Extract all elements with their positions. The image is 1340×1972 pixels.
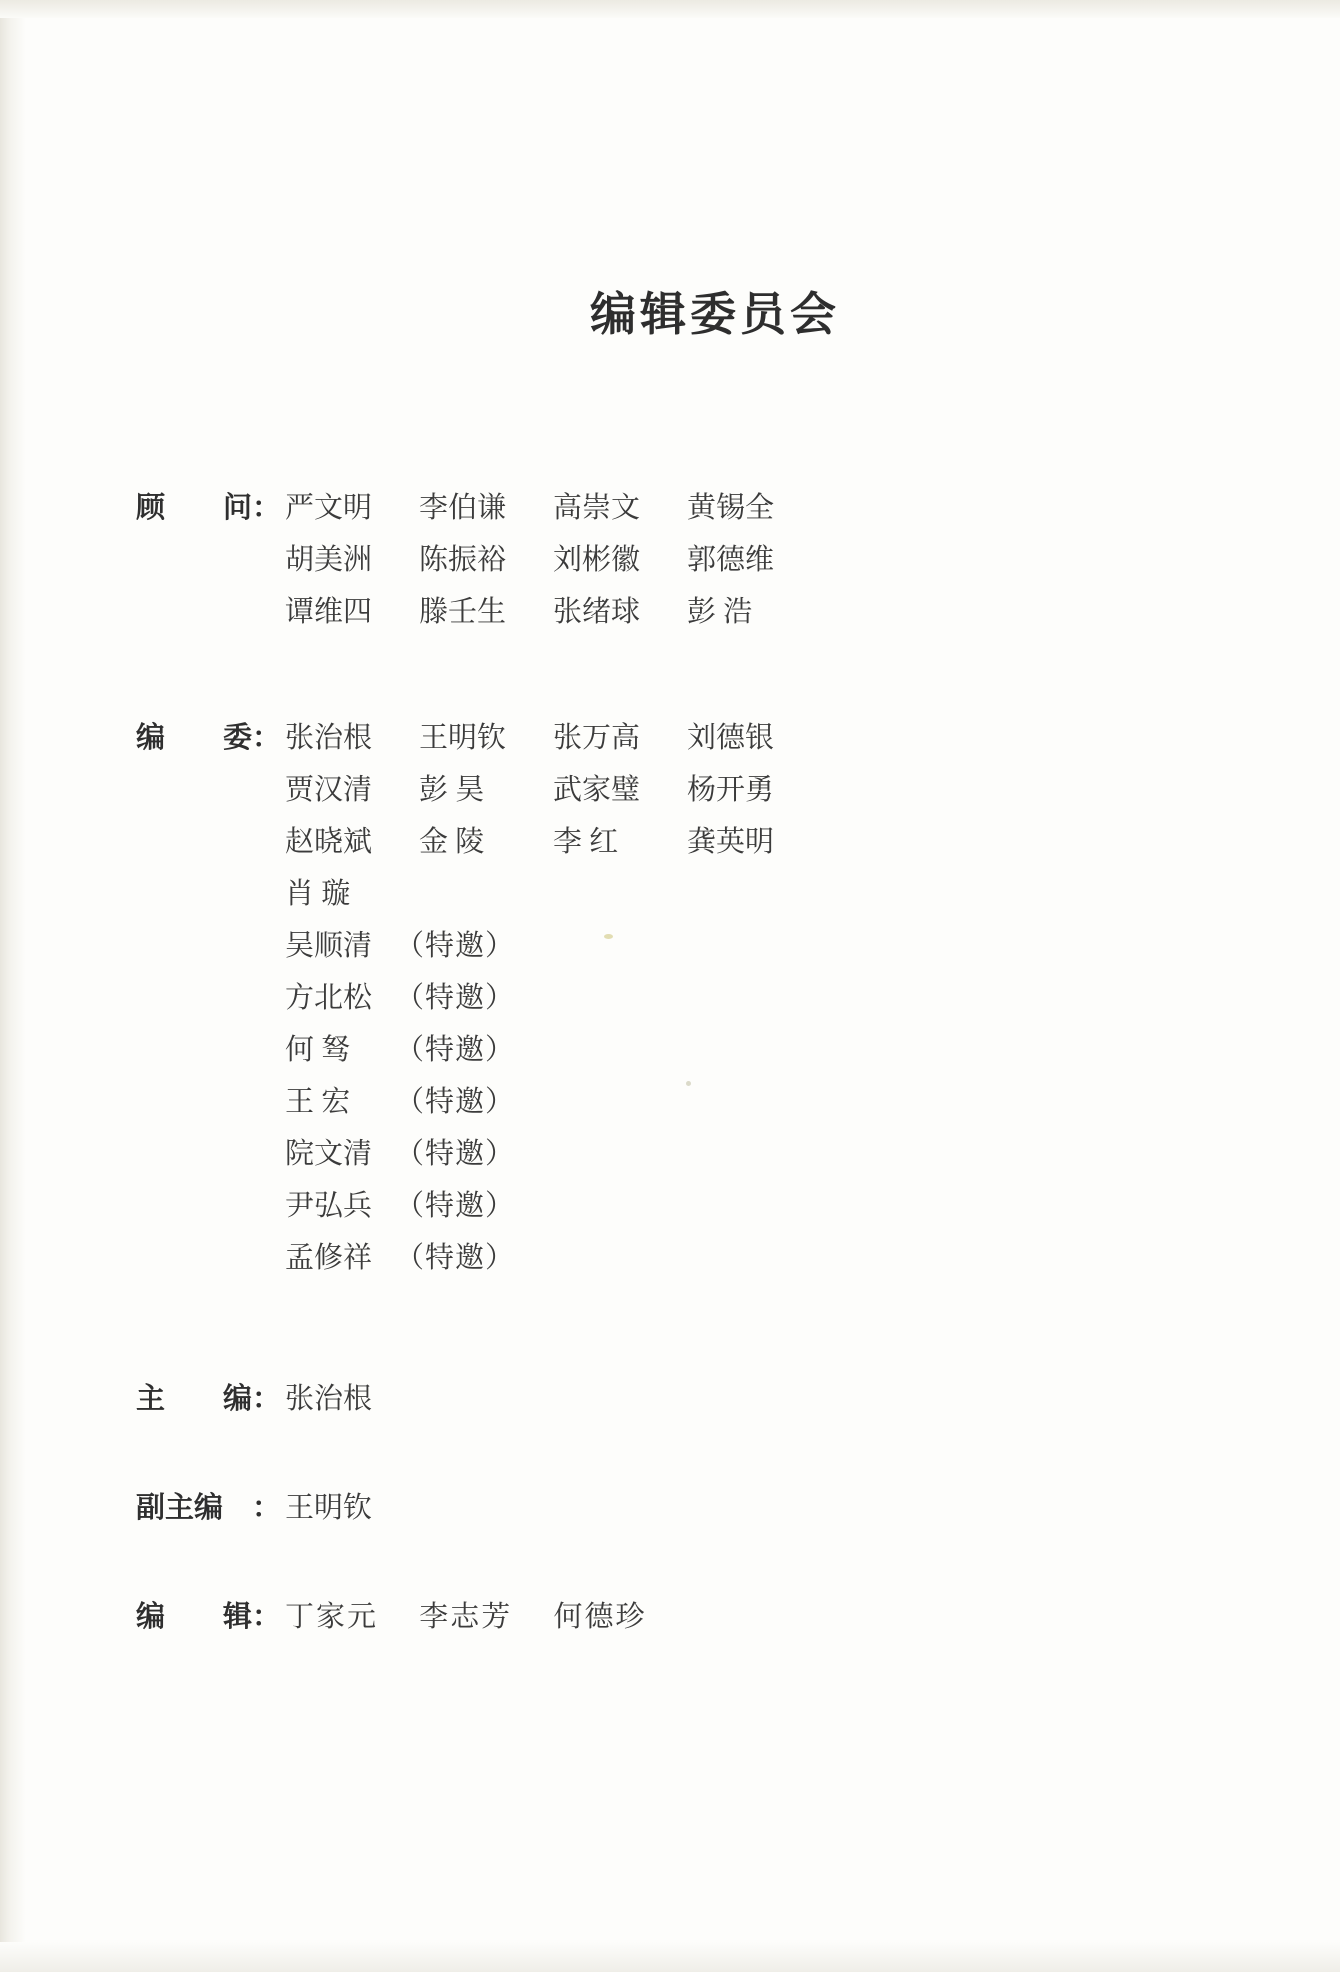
name-line — [285, 712, 1236, 764]
advisors-colon: ： — [252, 492, 282, 524]
editor-in-chief-colon: ： — [252, 1383, 282, 1415]
advisor-name: 陈振裕 — [419, 544, 507, 576]
editorial-board-row — [136, 712, 1236, 1284]
board-member-name: 武家璧 — [553, 774, 641, 806]
special-member-tag: （特邀） — [395, 1034, 516, 1066]
editorial-board-names — [285, 712, 1236, 1284]
advisor-name: 郭德维 — [687, 544, 775, 576]
board-member-name: 李 红 — [553, 826, 619, 858]
editors-colon: ： — [252, 1601, 282, 1633]
special-member-tag: （特邀） — [395, 1086, 516, 1118]
editors-values — [285, 1594, 681, 1640]
editor-in-chief-row — [136, 1376, 372, 1422]
editorial-board-section — [136, 712, 1236, 1290]
special-member-name: 方北松 — [285, 982, 373, 1014]
advisor-name: 滕壬生 — [419, 596, 507, 628]
board-member-name: 龚英明 — [687, 826, 775, 858]
board-member-name: 赵晓斌 — [285, 826, 373, 858]
board-member-name: 杨开勇 — [687, 774, 775, 806]
special-member-tag: （特邀） — [395, 930, 516, 962]
editorial-board-label: 编 委 — [136, 722, 252, 754]
advisor-name: 彭 浩 — [687, 596, 753, 628]
special-member-name: 尹弘兵 — [285, 1190, 373, 1222]
special-member-line — [285, 1076, 1236, 1128]
special-member-name: 何 驽 — [285, 1034, 351, 1066]
advisor-name: 谭维四 — [285, 596, 373, 628]
name-line — [285, 586, 1236, 638]
name-line — [285, 764, 1236, 816]
advisor-name: 李伯谦 — [419, 492, 507, 524]
editor-name: 李志芳 — [419, 1601, 513, 1633]
advisor-name: 黄锡全 — [687, 492, 775, 524]
special-member-name: 王 宏 — [285, 1086, 351, 1118]
special-member-line — [285, 920, 1236, 972]
special-member-name: 院文清 — [285, 1138, 373, 1170]
editorial-board-colon: ： — [252, 722, 282, 754]
special-member-line — [285, 1128, 1236, 1180]
editor-name: 何德珍 — [553, 1601, 647, 1633]
deputy-editor-in-chief-value: 王明钦 — [285, 1492, 373, 1524]
special-member-tag: （特邀） — [395, 1138, 516, 1170]
advisors-names — [285, 482, 1236, 638]
page-title: 编辑委员会 — [590, 289, 840, 340]
editors-row — [136, 1594, 681, 1640]
advisors-row — [136, 482, 1236, 638]
editor-in-chief-label: 主 编 — [136, 1383, 252, 1415]
board-member-name: 张万高 — [553, 722, 641, 754]
board-member-name: 贾汉清 — [285, 774, 373, 806]
editor-in-chief-value: 张治根 — [285, 1383, 373, 1415]
editors-label: 编 辑 — [136, 1601, 252, 1633]
board-member-name: 王明钦 — [419, 722, 507, 754]
name-line — [285, 816, 1236, 868]
special-member-line — [285, 972, 1236, 1024]
special-member-name: 孟修祥 — [285, 1242, 373, 1274]
advisor-name: 严文明 — [285, 492, 373, 524]
editor-name: 丁家元 — [285, 1601, 379, 1633]
name-line — [285, 868, 1236, 920]
deputy-editor-in-chief-colon: ： — [252, 1492, 282, 1524]
special-member-name: 吴顺清 — [285, 930, 373, 962]
special-member-line — [285, 1024, 1236, 1076]
board-member-name: 肖 璇 — [285, 878, 351, 910]
advisor-name: 刘彬徽 — [553, 544, 641, 576]
board-member-name: 彭 昊 — [419, 774, 485, 806]
board-member-name: 刘德银 — [687, 722, 775, 754]
special-member-tag: （特邀） — [395, 982, 516, 1014]
special-member-line — [285, 1180, 1236, 1232]
advisor-name: 高崇文 — [553, 492, 641, 524]
deputy-editor-in-chief-row — [136, 1485, 372, 1531]
board-member-name: 金 陵 — [419, 826, 485, 858]
advisor-name: 张绪球 — [553, 596, 641, 628]
name-line — [285, 482, 1236, 534]
advisor-name: 胡美洲 — [285, 544, 373, 576]
board-member-name: 张治根 — [285, 722, 373, 754]
name-line — [285, 534, 1236, 586]
advisors-label: 顾 问 — [136, 492, 252, 524]
deputy-editor-in-chief-label: 副主编 — [136, 1492, 224, 1524]
advisors-section — [136, 482, 1236, 644]
special-member-line — [285, 1232, 1236, 1284]
special-member-tag: （特邀） — [395, 1190, 516, 1222]
special-member-tag: （特邀） — [395, 1242, 516, 1274]
